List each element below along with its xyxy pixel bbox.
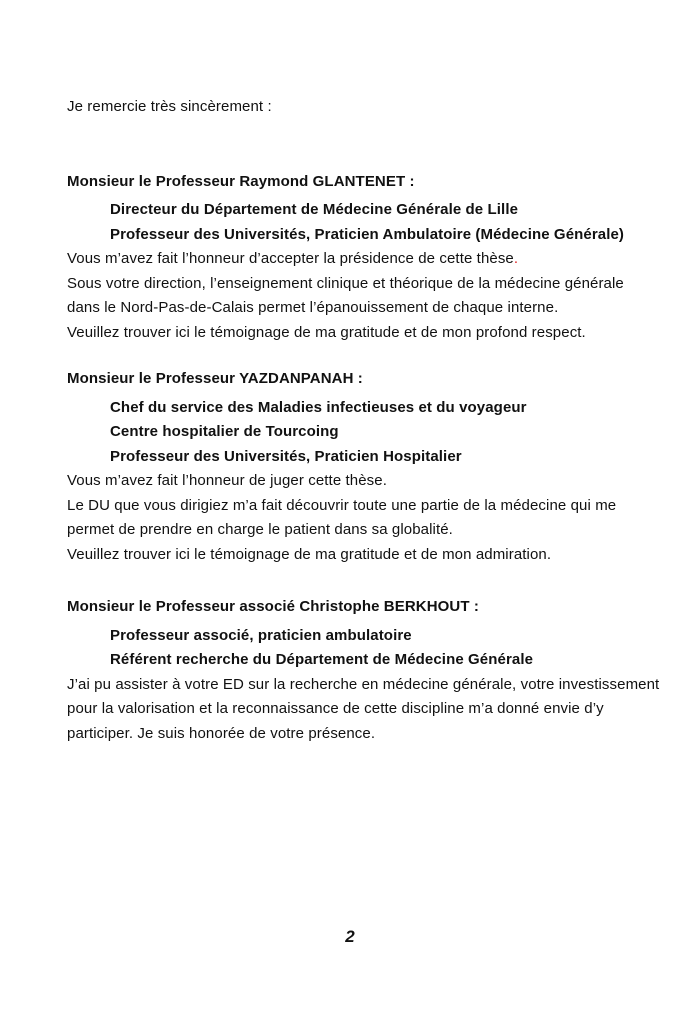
section-berkhout [67, 595, 660, 746]
body-line: permet de prendre en charge le patient dans sa globalité. [67, 521, 453, 538]
section-title-line: Référent recherche du Département de Médecine Générale [110, 651, 534, 668]
body-line: Veuillez trouver ici le témoignage de ma gratitude et de mon profond respect. [67, 323, 586, 341]
body-line: Veuillez trouver ici le témoignage de ma gratitude et de mon admiration. [67, 545, 552, 563]
section-heading: Monsieur le Professeur Raymond GLANTENET : [67, 172, 415, 190]
section-title-line: Chef du service des Maladies infectieuses et du voyageur [110, 398, 527, 416]
body-line: Vous m’avez fait l’honneur de juger cette thèse. [67, 472, 387, 489]
red-period: . [513, 250, 519, 267]
body-line [67, 247, 660, 272]
body-line: J’ai pu assister à votre ED sur la recherche en médecine générale, votre investissement [67, 675, 660, 693]
body-line-text: Vous m’avez fait l’honneur d’accepter la présidence de cette thèse [67, 250, 514, 267]
section-title-line: Centre hospitalier de Tourcoing [110, 423, 339, 440]
section-heading: Monsieur le Professeur YAZDANPANAH : [67, 370, 363, 387]
body-line: Sous votre direction, l’enseignement clinique et théorique de la médecine générale [67, 274, 624, 292]
section-yazdanpanah [67, 367, 660, 567]
body-line: participer. Je suis honorée de votre présence. [67, 724, 376, 742]
section-heading: Monsieur le Professeur associé Christophe BERKHOUT : [67, 598, 479, 615]
section-title-line: Professeur associé, praticien ambulatoire [110, 626, 412, 644]
section-title-line: Directeur du Département de Médecine Générale de Lille [110, 201, 519, 218]
section-glantenet [67, 170, 660, 346]
body-line: dans le Nord-Pas-de-Calais permet l’épanouissement de chaque interne. [67, 299, 559, 316]
section-title-line: Professeur des Universités, Praticien Ambulatoire (Médecine Générale) [110, 225, 625, 243]
section-title-line: Professeur des Universités, Praticien Hospitalier [110, 447, 462, 465]
page-number: 2 [345, 927, 355, 946]
body-line: Le DU que vous dirigiez m’a fait découvrir toute une partie de la médecine qui me [67, 496, 617, 514]
intro-line: Je remercie très sincèrement : [67, 98, 272, 115]
body-line: pour la valorisation et la reconnaissance de cette discipline m’a donné envie d’y [67, 700, 604, 717]
